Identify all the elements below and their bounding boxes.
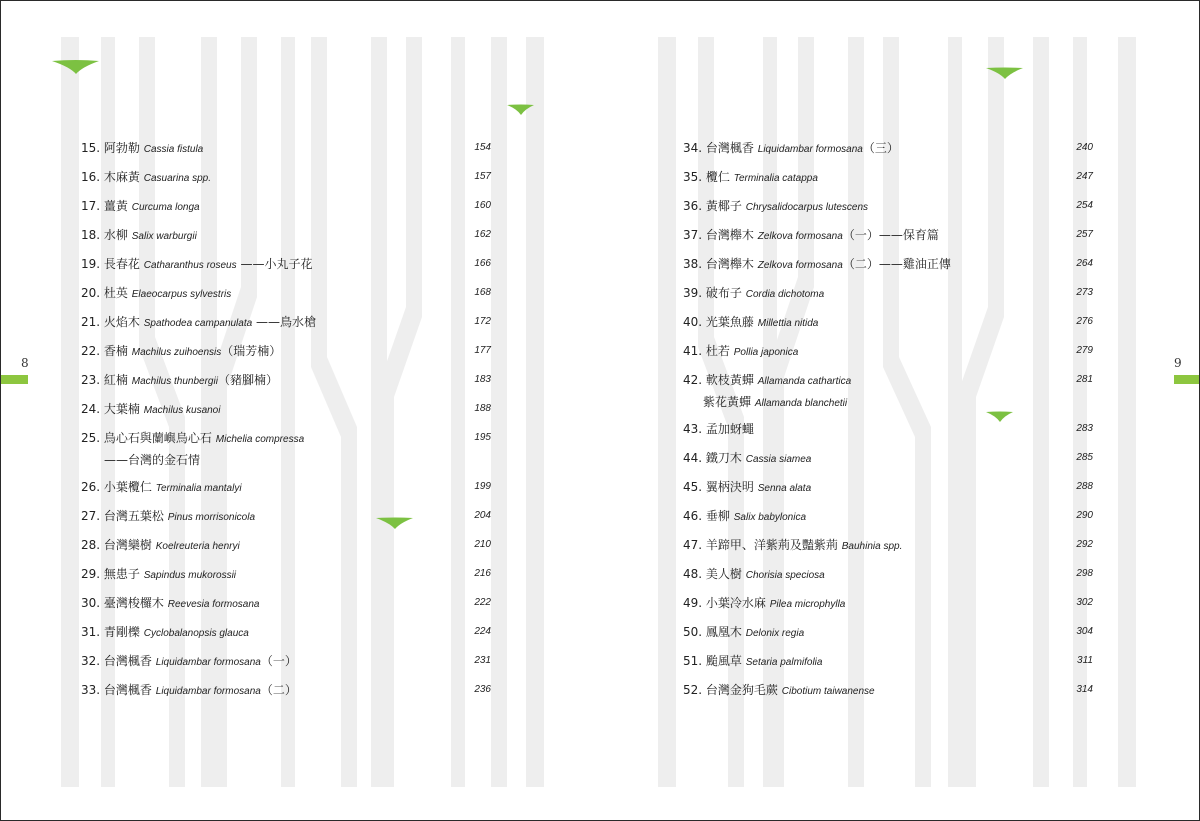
page-reference: 257: [1076, 229, 1093, 240]
chinese-name: 火焰木: [103, 315, 140, 329]
toc-entry-line: [683, 141, 899, 155]
chinese-name: 青剛櫟: [103, 625, 140, 639]
toc-entry-line: [81, 683, 297, 697]
toc-entry: [683, 254, 1093, 283]
entry-suffix: （一）——保育篇: [842, 228, 939, 242]
page-reference: 283: [1076, 423, 1093, 434]
page-reference: 183: [474, 374, 491, 385]
page-reference: 157: [474, 171, 491, 182]
toc-entry-title: [81, 622, 249, 644]
toc-entry-line: [81, 315, 316, 329]
page-reference: 281: [1076, 374, 1093, 385]
toc-entry: [683, 593, 1093, 622]
toc-entry: [683, 370, 1093, 419]
left-page: [1, 1, 601, 821]
page-reference: 292: [1076, 539, 1093, 550]
toc-entry: [81, 370, 491, 399]
chinese-name: 鐵刀木: [705, 451, 742, 465]
page-reference: 304: [1076, 626, 1093, 637]
latin-name: Zelkova formosana: [757, 231, 843, 242]
entry-suffix: （豬腳楠）: [217, 373, 278, 387]
entry-number: 44.: [683, 451, 703, 465]
page-reference: 162: [474, 229, 491, 240]
page-reference: 314: [1076, 684, 1093, 695]
latin-name: Machilus kusanoi: [143, 405, 221, 416]
entry-number: 46.: [683, 509, 703, 523]
page-reference: 302: [1076, 597, 1093, 608]
chinese-name: 台灣楓香: [103, 683, 152, 697]
chinese-name: 黃椰子: [705, 199, 742, 213]
entry-number: 52.: [683, 683, 703, 697]
entry-number: 45.: [683, 480, 703, 494]
page-reference: 254: [1076, 200, 1093, 211]
page-reference: 279: [1076, 345, 1093, 356]
entry-suffix: （二）: [260, 683, 297, 697]
entry-number: 29.: [81, 567, 101, 581]
entry-number: 34.: [683, 141, 703, 155]
page-reference: 199: [474, 481, 491, 492]
latin-name: Delonix regia: [745, 628, 805, 639]
page-reference: 172: [474, 316, 491, 327]
entry-number: 20.: [81, 286, 101, 300]
page-edge-tab: [1174, 375, 1200, 384]
toc-entry: [81, 341, 491, 370]
page-reference: 285: [1076, 452, 1093, 463]
toc-entry: [683, 225, 1093, 254]
entry-number: 47.: [683, 538, 703, 552]
toc-entry-line: [81, 567, 236, 581]
chinese-name: 台灣櫸木: [705, 257, 754, 271]
toc-entry-line: [81, 286, 231, 300]
toc-entry-line: [81, 596, 259, 610]
latin-name: Setaria palmifolia: [745, 657, 823, 668]
toc-entry-line: [683, 683, 875, 697]
latin-name: Cordia dichotoma: [745, 289, 825, 300]
page-number: 8: [21, 356, 29, 370]
toc-entry-title: [683, 196, 868, 218]
toc-entry-title: [81, 312, 316, 334]
latin-name: Curcuma longa: [131, 202, 200, 213]
chinese-name: 臺灣梭欏木: [103, 596, 164, 610]
chinese-name: 台灣櫸木: [705, 228, 754, 242]
latin-name: Sapindus mukorossii: [143, 570, 237, 581]
toc-entry: [81, 622, 491, 651]
page-reference: 236: [474, 684, 491, 695]
second-line-latin-name: Allamanda blanchetii: [754, 398, 848, 409]
toc-entry-line: [81, 431, 304, 445]
chinese-name: 木麻黃: [103, 170, 140, 184]
toc-entry: [81, 138, 491, 167]
toc-entry: [81, 196, 491, 225]
toc-entry: [683, 283, 1093, 312]
page-reference: 264: [1076, 258, 1093, 269]
toc-entry-second-line: [683, 392, 851, 414]
toc-entry-title: [81, 283, 231, 305]
page-reference: 210: [474, 539, 491, 550]
entry-number: 25.: [81, 431, 101, 445]
toc-entry-title: [81, 506, 255, 528]
toc-entry-title: [683, 506, 806, 528]
table-of-contents-left: [81, 138, 491, 709]
toc-entry: [683, 448, 1093, 477]
entry-number: 27.: [81, 509, 101, 523]
toc-entry-line: [81, 257, 312, 271]
toc-entry-title: [81, 196, 200, 218]
toc-entry-line: [683, 228, 939, 242]
toc-entry: [81, 225, 491, 254]
entry-number: 21.: [81, 315, 101, 329]
latin-name: Cyclobalanopsis glauca: [143, 628, 249, 639]
entry-number: 38.: [683, 257, 703, 271]
toc-entry-line: [683, 596, 845, 610]
toc-entry-line: [683, 315, 818, 329]
chinese-name: 軟枝黃蟬: [705, 373, 754, 387]
toc-entry-line: [81, 402, 220, 416]
chinese-name: 杜若: [705, 344, 730, 358]
toc-entry: [683, 477, 1093, 506]
toc-entry-line: [683, 170, 818, 184]
toc-entry: [81, 651, 491, 680]
toc-entry-line: [683, 654, 822, 668]
toc-entry-title: [683, 167, 818, 189]
page-reference: 216: [474, 568, 491, 579]
toc-entry-line: [683, 451, 811, 465]
toc-entry: [683, 535, 1093, 564]
toc-entry: [683, 564, 1093, 593]
chinese-name: 無患子: [103, 567, 140, 581]
toc-entry-title: [683, 341, 798, 363]
page-reference: 276: [1076, 316, 1093, 327]
chinese-name: 薑黃: [103, 199, 128, 213]
chinese-name: 美人樹: [705, 567, 742, 581]
toc-entry: [683, 196, 1093, 225]
toc-entry-title: [683, 564, 825, 586]
toc-entry-title: [683, 593, 845, 615]
toc-entry-line: [81, 141, 203, 155]
toc-entry-line: [683, 344, 798, 358]
entry-number: 41.: [683, 344, 703, 358]
table-of-contents-right: [683, 138, 1093, 709]
latin-name: Elaeocarpus sylvestris: [131, 289, 232, 300]
latin-name: Cassia fistula: [143, 144, 204, 155]
second-line-text: 紫花黃蟬: [703, 395, 752, 409]
latin-name: Allamanda cathartica: [757, 376, 852, 387]
toc-entry: [683, 341, 1093, 370]
latin-name: Terminalia catappa: [733, 173, 818, 184]
entry-number: 19.: [81, 257, 101, 271]
latin-name: Senna alata: [757, 483, 812, 494]
toc-entry-title: [81, 370, 278, 392]
latin-name: Cibotium taiwanense: [781, 686, 875, 697]
entry-number: 23.: [81, 373, 101, 387]
chinese-name: 孟加蚜蠅: [705, 422, 754, 436]
toc-entry: [683, 419, 1093, 448]
latin-name: Liquidambar formosana: [757, 144, 863, 155]
chinese-name: 翼柄決明: [705, 480, 754, 494]
latin-name: Pilea microphylla: [769, 599, 846, 610]
page-edge-tab: [1, 375, 28, 384]
chinese-name: 颱風草: [705, 654, 742, 668]
toc-entry-title: [81, 535, 240, 557]
toc-entry: [683, 138, 1093, 167]
toc-entry: [81, 564, 491, 593]
page-reference: 168: [474, 287, 491, 298]
entry-number: 30.: [81, 596, 101, 610]
toc-entry: [81, 593, 491, 622]
toc-entry-title: [81, 138, 203, 160]
chinese-name: 紅楠: [103, 373, 128, 387]
toc-entry-line: [683, 509, 806, 523]
chinese-name: 羊蹄甲、洋紫荊及豔紫荊: [705, 538, 838, 552]
entry-number: 15.: [81, 141, 101, 155]
latin-name: Casuarina spp.: [143, 173, 212, 184]
chinese-name: 欖仁: [705, 170, 730, 184]
page-number: 9: [1174, 356, 1182, 370]
toc-entry-title: [683, 477, 811, 499]
entry-suffix: （一）: [260, 654, 297, 668]
latin-name: Liquidambar formosana: [155, 686, 261, 697]
toc-entry-title: [683, 138, 899, 160]
entry-suffix: （瑞芳楠）: [221, 344, 282, 358]
right-page: [601, 1, 1200, 821]
toc-entry-title: [683, 419, 754, 439]
toc-entry: [683, 680, 1093, 709]
latin-name: Michelia compressa: [215, 434, 305, 445]
latin-name: Salix warburgii: [131, 231, 197, 242]
entry-number: 26.: [81, 480, 101, 494]
page-reference: 273: [1076, 287, 1093, 298]
chinese-name: 香楠: [103, 344, 128, 358]
entry-number: 16.: [81, 170, 101, 184]
latin-name: Chorisia speciosa: [745, 570, 825, 581]
toc-entry-title: [81, 564, 236, 586]
chinese-name: 大葉楠: [103, 402, 140, 416]
entry-number: 35.: [683, 170, 703, 184]
latin-name: Catharanthus roseus: [143, 260, 237, 271]
toc-entry-line: [683, 199, 868, 213]
entry-number: 42.: [683, 373, 703, 387]
toc-entry: [81, 680, 491, 709]
toc-entry-title: [683, 254, 951, 276]
page-reference: 154: [474, 142, 491, 153]
entry-number: 37.: [683, 228, 703, 242]
toc-entry-line: [683, 422, 754, 436]
page-reference: 240: [1076, 142, 1093, 153]
toc-entry-title: [81, 341, 281, 363]
toc-entry: [81, 428, 491, 477]
page-reference: 311: [1077, 655, 1093, 666]
toc-entry-line: [683, 625, 804, 639]
entry-number: 48.: [683, 567, 703, 581]
toc-entry-line: [81, 199, 200, 213]
toc-entry-second-line: [81, 450, 304, 470]
chinese-name: 烏心石與蘭嶼烏心石: [103, 431, 212, 445]
page-reference: 247: [1076, 171, 1093, 182]
chinese-name: 光葉魚藤: [705, 315, 754, 329]
toc-entry: [81, 254, 491, 283]
chinese-name: 垂柳: [705, 509, 730, 523]
toc-entry: [683, 622, 1093, 651]
toc-entry-line: [81, 344, 281, 358]
entry-number: 18.: [81, 228, 101, 242]
latin-name: Pollia japonica: [733, 347, 799, 358]
latin-name: Chrysalidocarpus lutescens: [745, 202, 869, 213]
toc-entry: [81, 283, 491, 312]
page-reference: 288: [1076, 481, 1093, 492]
latin-name: Machilus thunbergii: [131, 376, 218, 387]
latin-name: Cassia siamea: [745, 454, 812, 465]
toc-entry-title: [81, 167, 211, 189]
toc-entry: [81, 167, 491, 196]
toc-entry: [683, 167, 1093, 196]
entry-number: 17.: [81, 199, 101, 213]
latin-name: Machilus zuihoensis: [131, 347, 222, 358]
toc-entry-title: [683, 448, 811, 470]
page-reference: 204: [474, 510, 491, 521]
latin-name: Pinus morrisonicola: [167, 512, 256, 523]
latin-name: Liquidambar formosana: [155, 657, 261, 668]
toc-entry-line: [81, 625, 249, 639]
chinese-name: 台灣楓香: [103, 654, 152, 668]
toc-entry-line: [81, 228, 197, 242]
entry-number: 28.: [81, 538, 101, 552]
entry-number: 22.: [81, 344, 101, 358]
toc-entry-line: [683, 567, 825, 581]
entry-number: 40.: [683, 315, 703, 329]
chinese-name: 台灣楓香: [705, 141, 754, 155]
toc-entry-title: [81, 477, 242, 499]
toc-entry-line: [81, 170, 211, 184]
toc-entry-title: [81, 399, 220, 421]
chinese-name: 台灣金狗毛蕨: [705, 683, 778, 697]
entry-number: 50.: [683, 625, 703, 639]
page-reference: 231: [474, 655, 491, 666]
toc-entry-line: [683, 538, 902, 552]
toc-entry-title: [81, 254, 312, 276]
toc-entry-title: [81, 651, 297, 673]
chinese-name: 水柳: [103, 228, 128, 242]
page-reference: 195: [474, 432, 491, 443]
page-reference: 224: [474, 626, 491, 637]
chinese-name: 杜英: [103, 286, 128, 300]
toc-entry: [683, 651, 1093, 680]
chinese-name: 破布子: [705, 286, 742, 300]
entry-number: 31.: [81, 625, 101, 639]
toc-entry-title: [683, 370, 851, 414]
leaf-decoration: [507, 104, 535, 116]
toc-entry: [81, 477, 491, 506]
entry-number: 33.: [81, 683, 101, 697]
latin-name: Koelreuteria henryi: [155, 541, 240, 552]
chinese-name: 小葉欖仁: [103, 480, 152, 494]
chinese-name: 台灣欒樹: [103, 538, 152, 552]
toc-entry-line: [81, 480, 242, 494]
latin-name: Reevesia formosana: [167, 599, 260, 610]
toc-entry: [81, 312, 491, 341]
entry-suffix: ——鳥水槍: [256, 315, 317, 329]
chinese-name: 鳳凰木: [705, 625, 742, 639]
toc-entry-line: [81, 373, 278, 387]
entry-number: 51.: [683, 654, 703, 668]
toc-entry-title: [81, 225, 197, 247]
leaf-decoration: [52, 59, 100, 75]
toc-entry-line: [81, 654, 297, 668]
entry-number: 36.: [683, 199, 703, 213]
latin-name: Millettia nitida: [757, 318, 819, 329]
toc-entry-title: [81, 428, 304, 470]
toc-entry-line: [683, 286, 824, 300]
entry-number: 43.: [683, 422, 703, 436]
toc-entry-title: [683, 312, 818, 334]
toc-entry-title: [683, 283, 824, 305]
page-reference: 290: [1076, 510, 1093, 521]
page-reference: 177: [474, 345, 491, 356]
toc-entry: [683, 312, 1093, 341]
toc-entry-title: [81, 593, 259, 615]
toc-entry-title: [81, 680, 297, 702]
chinese-name: 長春花: [103, 257, 140, 271]
leaf-decoration: [986, 67, 1024, 80]
entry-number: 49.: [683, 596, 703, 610]
entry-suffix: （二）——雞油正傳: [842, 257, 951, 271]
latin-name: Terminalia mantalyi: [155, 483, 242, 494]
toc-entry-title: [683, 622, 804, 644]
chinese-name: 小葉冷水麻: [705, 596, 766, 610]
second-line-text: ——台灣的金石情: [104, 453, 201, 467]
page-reference: 160: [474, 200, 491, 211]
entry-number: 32.: [81, 654, 101, 668]
chinese-name: 阿勃勒: [103, 141, 140, 155]
toc-entry-title: [683, 680, 875, 702]
entry-suffix: （三）: [862, 141, 899, 155]
page-reference: 222: [474, 597, 491, 608]
toc-entry: [683, 506, 1093, 535]
latin-name: Spathodea campanulata: [143, 318, 253, 329]
page-reference: 166: [474, 258, 491, 269]
chinese-name: 台灣五葉松: [103, 509, 164, 523]
toc-entry-line: [81, 538, 240, 552]
toc-entry-line: [683, 257, 951, 271]
toc-entry: [81, 399, 491, 428]
page-reference: 188: [474, 403, 491, 414]
toc-entry: [81, 535, 491, 564]
entry-suffix: ——小丸子花: [240, 257, 313, 271]
toc-entry-line: [683, 480, 811, 494]
toc-entry-title: [683, 535, 902, 557]
latin-name: Bauhinia spp.: [841, 541, 903, 552]
toc-entry-line: [81, 509, 255, 523]
toc-entry-title: [683, 651, 822, 673]
toc-entry-title: [683, 225, 939, 247]
latin-name: Salix babylonica: [733, 512, 807, 523]
entry-number: 24.: [81, 402, 101, 416]
entry-number: 39.: [683, 286, 703, 300]
page-reference: 298: [1076, 568, 1093, 579]
toc-entry-line: [683, 373, 851, 387]
latin-name: Zelkova formosana: [757, 260, 843, 271]
toc-entry: [81, 506, 491, 535]
